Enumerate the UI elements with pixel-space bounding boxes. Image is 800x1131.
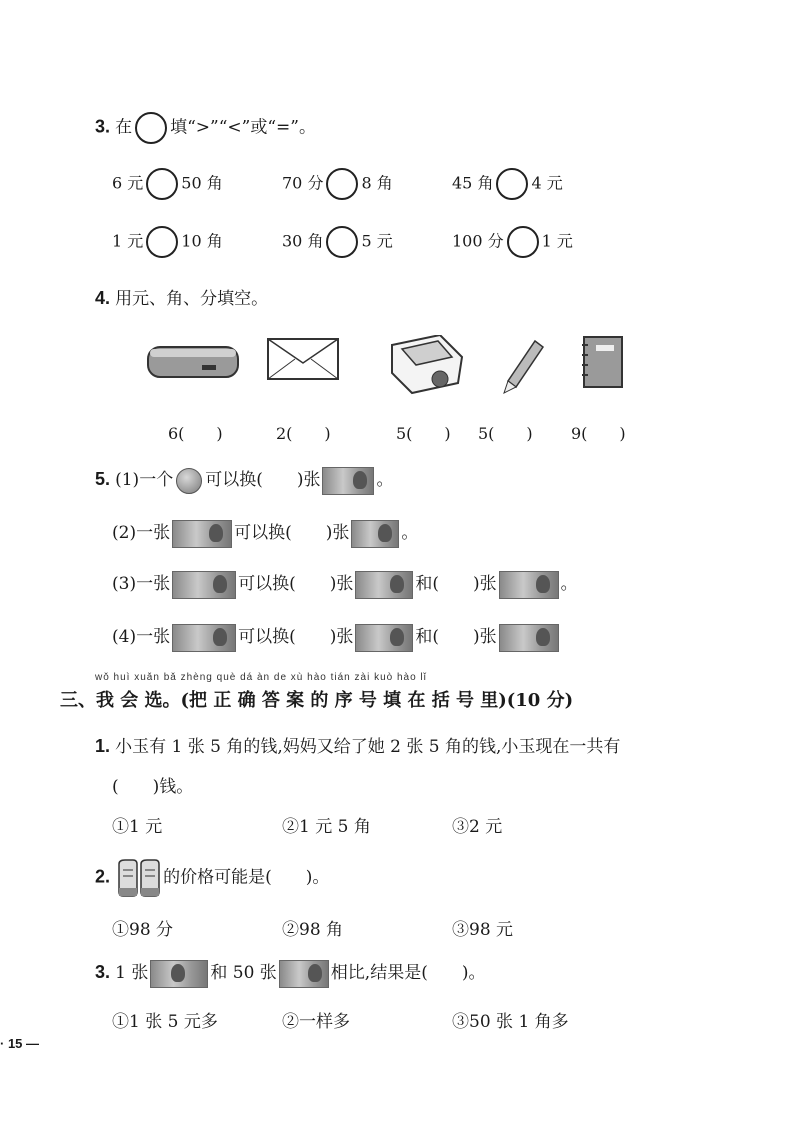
q5-number: 5. [95,469,111,489]
answer-circle[interactable] [326,168,358,200]
envelope-icon [268,339,338,379]
section3-title: 三、我 会 选。(把 正 确 答 案 的 序 号 填 在 括 号 里)(10 分) [60,690,574,711]
option-a[interactable]: ①1 张 5 元多 [112,1012,218,1032]
q3-item-2-3: 100 分 1 元 [452,226,573,258]
option-b[interactable]: ②一样多 [282,1012,350,1032]
banknote-icon [351,520,399,548]
q5-line-2: (2)一张 可以换( )张 。 [112,518,418,548]
answer-circle[interactable] [507,226,539,258]
banknote-icon [355,624,413,652]
q5-line-1: 5. (1)一个 可以换( )张 。 [95,465,393,495]
banknote-icon [499,624,559,652]
answer-circle[interactable] [146,168,178,200]
page-number: · 15 — [0,1036,40,1051]
banknote-icon [172,624,236,652]
notebook-icon [582,337,622,387]
blank-sharpener[interactable]: 5( ) [396,424,451,443]
answer-circle[interactable] [496,168,528,200]
q5-line-4: (4)一张 可以换( )张 和( )张 [112,622,561,652]
q3-item-2-2: 30 角 5 元 [282,226,393,258]
option-a[interactable]: ①1 元 [112,817,163,837]
q4-number: 4. [95,288,111,308]
compare-circle [135,112,167,144]
option-c[interactable]: ③2 元 [452,817,503,837]
banknote-icon [322,467,374,495]
q3-item-1-3: 45 角 4 元 [452,168,563,200]
section3-pinyin: wǒ huì xuǎn bǎ zhèng què dá àn de xù hào tián zài kuò hào lǐ [95,672,427,683]
coin-icon [176,468,202,494]
banknote-icon [279,960,329,988]
pencil-case-icon [148,347,238,377]
q3-item-1-2: 70 分 8 角 [282,168,393,200]
banknote-icon [355,571,413,599]
q3-number: 3. [95,116,111,137]
pencil-icon [504,341,543,393]
blank-notebook[interactable]: 9( ) [571,424,626,443]
shoes-icon [115,858,163,898]
blank-pencil-case[interactable]: 6( ) [168,424,223,443]
q3-prompt-a: 在 [115,117,133,138]
s3-q2: 2. 的价格可能是( )。 [95,858,329,898]
answer-circle[interactable] [146,226,178,258]
q4-prompt: 4. 用元、角、分填空。 [95,288,269,309]
q5-line-3: (3)一张 可以换( )张 和( )张 。 [112,569,578,599]
blank-envelope[interactable]: 2( ) [276,424,331,443]
answer-circle[interactable] [326,226,358,258]
banknote-icon [172,571,236,599]
banknote-icon [150,960,208,988]
s3-q3: 3. 1 张 和 50 张 相比,结果是( )。 [95,958,485,988]
blank-pencil[interactable]: 5( ) [478,424,533,443]
option-b[interactable]: ②98 角 [282,920,344,940]
option-c[interactable]: ③50 张 1 角多 [452,1012,569,1032]
q3-item-2-1: 1 元 10 角 [112,226,223,258]
q3-prompt-b: 填“>”“<”或“=”。 [170,117,316,138]
banknote-icon [499,571,559,599]
option-a[interactable]: ①98 分 [112,920,174,940]
s3-q1-cont: ( )钱。 [112,777,194,797]
banknote-icon [172,520,232,548]
option-c[interactable]: ③98 元 [452,920,514,940]
q3-item-1-1: 6 元 50 角 [112,168,223,200]
option-b[interactable]: ②1 元 5 角 [282,817,371,837]
s3-q1: 1. 小玉有 1 张 5 角的钱,妈妈又给了她 2 张 5 角的钱,小玉现在一共有 [95,736,621,757]
sharpener-icon [392,335,462,393]
q4-pictures [140,335,660,395]
q3-prompt [95,112,316,144]
